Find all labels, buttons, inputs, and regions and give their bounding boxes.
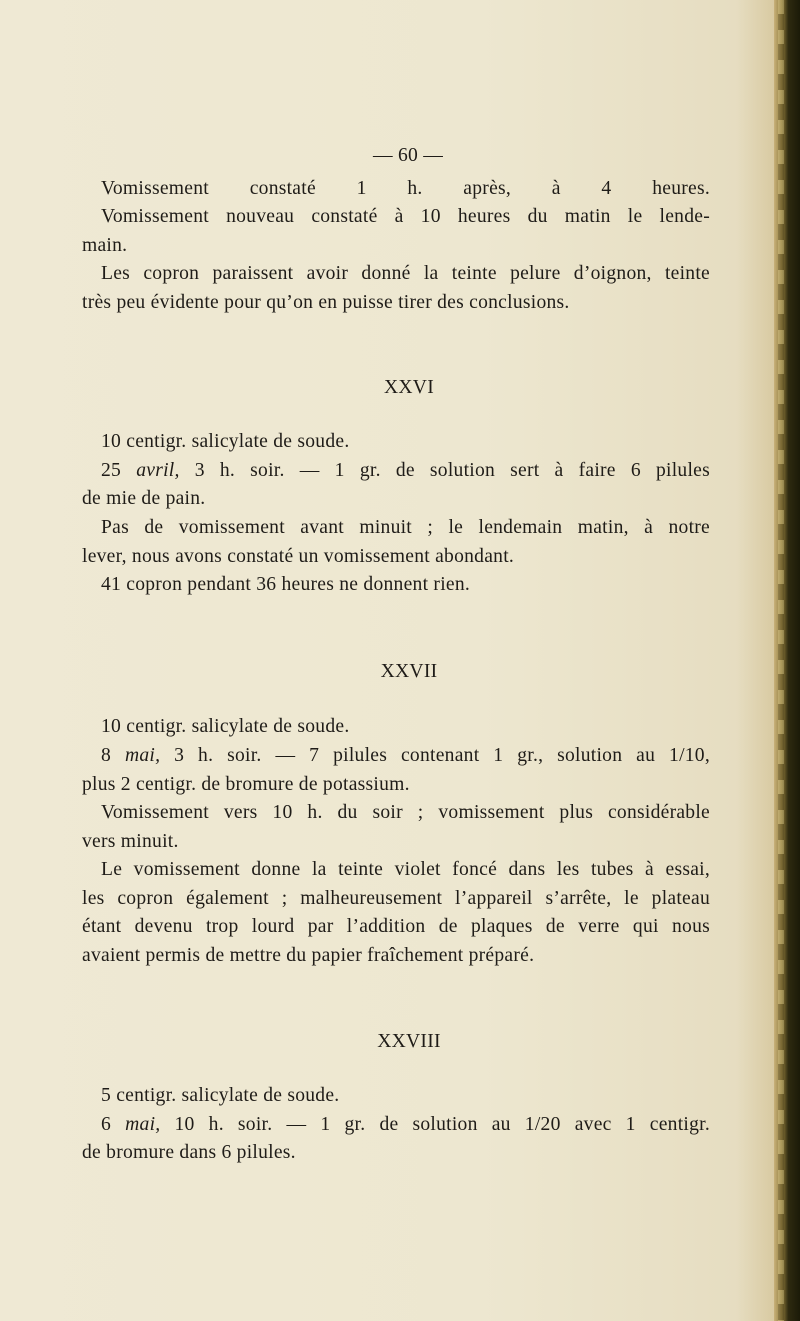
text-line: 41 copron pendant 36 heures ne donnent rien. — [101, 574, 471, 596]
text-line: Le vomissement donne la teinte violet foncé dans les tubes à essai, — [101, 859, 710, 881]
text-line: Vomissement nouveau constaté à 10 heures du matin le lende- — [101, 206, 710, 228]
text-line: étant devenu trop lourd par l’addition de plaques de verre qui nous — [82, 916, 710, 938]
date-day: 8 — [101, 744, 112, 766]
text-line — [82, 1111, 710, 1140]
text-line: de bromure dans 6 pilules. — [82, 1142, 296, 1164]
text-line-rest: 3 h. soir. — 1 gr. de solution sert à faire 6 pilules — [194, 459, 710, 481]
section-heading: XXVII — [380, 660, 438, 682]
text-line: Vomissement vers 10 h. du soir ; vomissement plus considérable — [101, 802, 710, 824]
date-day: 6 — [101, 1113, 112, 1135]
text-line: Vomissement constaté 1 h. après, à 4 heures. — [101, 177, 710, 199]
text-line — [82, 742, 710, 771]
text-line-rest: 3 h. soir. — 7 pilules contenant 1 gr., solution au 1/10, — [174, 744, 711, 766]
text-line: Pas de vomissement avant minuit ; le lendemain matin, à notre — [101, 516, 710, 538]
date-day: 25 — [101, 459, 122, 481]
text-line: très peu évidente pour qu’on en puisse tirer des conclusions. — [82, 291, 570, 313]
book-spine-edge — [774, 0, 800, 1321]
text-line: vers minuit. — [82, 830, 179, 852]
text-line: lever, nous avons constaté un vomissement abondant. — [82, 545, 515, 567]
text-line: main. — [82, 234, 128, 256]
text-line-rest: 10 h. soir. — 1 gr. de solution au 1/20 avec 1 centigr. — [174, 1113, 710, 1135]
text-line: plus 2 centigr. de bromure de potassium. — [82, 773, 410, 795]
text-line: Les copron paraissent avoir donné la teinte pelure d’oignon, teinte — [101, 263, 710, 285]
text-line: 5 centigr. salicylate de soude. — [101, 1085, 340, 1107]
page-number: — 60 — — [372, 145, 444, 166]
section-heading: XXVI — [384, 376, 434, 398]
text-line — [82, 457, 710, 486]
page-text — [82, 142, 710, 1168]
text-line: avaient permis de mettre du papier fraîchement préparé. — [82, 945, 535, 967]
text-line: 10 centigr. salicylate de soude. — [101, 716, 350, 738]
section-heading: XXVIII — [377, 1030, 441, 1052]
text-line: de mie de pain. — [82, 488, 206, 510]
date-month: mai, — [125, 1113, 161, 1135]
date-month: mai, — [124, 744, 161, 766]
text-line: les copron également ; malheureusement l’appareil s’arrête, le plateau — [82, 887, 710, 909]
date-month: avril, — [136, 459, 180, 481]
text-line: 10 centigr. salicylate de soude. — [101, 431, 350, 453]
